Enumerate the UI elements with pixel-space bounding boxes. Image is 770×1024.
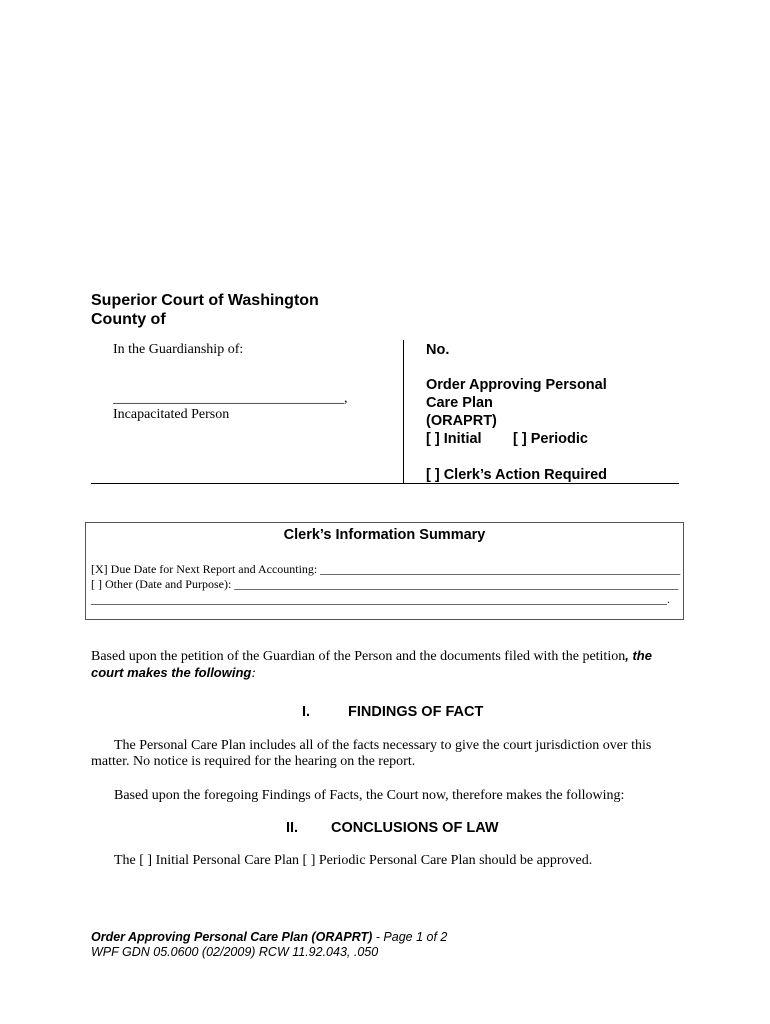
court-name: Superior Court of Washington (91, 292, 319, 309)
county-label: County of (91, 311, 166, 328)
findings-para1-line1: The Personal Care Plan includes all of the facts necessary to give the court jurisdiction over this (114, 738, 652, 753)
footer-form-line: WPF GDN 05.0600 (02/2009) RCW 11.92.043, .050 (91, 945, 379, 959)
document-title-line2: Care Plan (426, 395, 493, 411)
intro-paragraph-cont (91, 664, 256, 682)
initial-checkbox[interactable]: [ ] Initial (426, 431, 482, 447)
clerks-action-checkbox[interactable]: [ ] Clerk’s Action Required (426, 467, 608, 483)
summary-title: Clerk’s Information Summary (283, 527, 486, 543)
incapacitated-label: Incapacitated Person (113, 407, 230, 422)
document-abbrev: (ORAPRT) (426, 413, 497, 429)
findings-para1-line2: matter. No notice is required for the hearing on the report. (91, 754, 416, 769)
intro-emphasis-2: court makes the following (91, 665, 252, 680)
conclusions-heading: CONCLUSIONS OF LAW (331, 820, 499, 836)
caption-vertical-divider (403, 340, 404, 484)
clerks-summary-box (85, 522, 684, 620)
other-purpose-line: [ ] Other (Date and Purpose): __________________________________________________________________________ (91, 577, 679, 591)
intro-emphasis-1: , the (625, 648, 652, 663)
document-title-line1: Order Approving Personal (426, 377, 607, 393)
conclusions-para: The [ ] Initial Personal Care Plan [ ] Periodic Personal Care Plan should be approved. (114, 853, 593, 868)
summary-blank-line: ________________________________________________________________________________________________. (91, 592, 670, 606)
intro-colon: : (251, 666, 257, 681)
intro-text: Based upon the petition of the Guardian of the Person and the documents filed with the petition (91, 649, 626, 664)
guardianship-label: In the Guardianship of: (113, 342, 244, 357)
periodic-checkbox[interactable]: [ ] Periodic (513, 431, 588, 447)
footer-title: Order Approving Personal Care Plan (ORAPRT) (91, 930, 373, 944)
findings-number: I. (302, 704, 311, 720)
due-date-line: [X] Due Date for Next Report and Accounting: ____________________________________________________________ (91, 562, 681, 576)
findings-heading: FINDINGS OF FACT (348, 704, 484, 720)
conclusions-number: II. (286, 820, 299, 836)
footer-title-line (91, 930, 447, 944)
footer-page: - Page 1 of 2 (372, 930, 448, 944)
court-header (91, 291, 319, 329)
person-name-blank: _________________________________, (113, 391, 348, 406)
intro-paragraph (91, 648, 652, 665)
findings-para2: Based upon the foregoing Findings of Facts, the Court now, therefore makes the following: (114, 788, 625, 803)
case-number-label: No. (426, 342, 450, 358)
